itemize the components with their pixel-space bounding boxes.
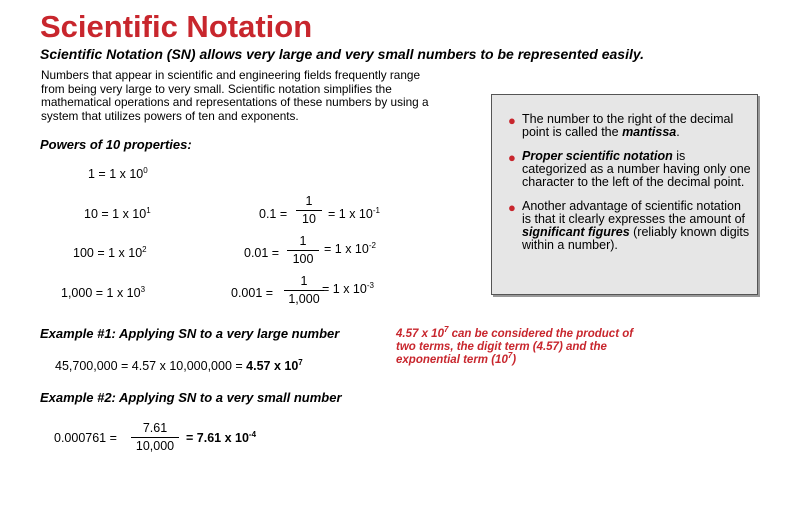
fraction-denominator: 10,000 (135, 439, 175, 453)
fraction-rhs: = 1 x $10^{-1}$ (328, 205, 380, 221)
example2-heading: Example #2: Applying SN to a very small number (40, 390, 342, 405)
fraction-bar (284, 290, 324, 291)
example1-equation: 45,700,000 = 4.57 x 10,000,000 = 4.57 x $10^7$ (55, 357, 303, 373)
bullet-icon: ● (508, 113, 516, 128)
fraction-denominator: 10 (302, 212, 316, 226)
fraction (284, 274, 324, 306)
fraction-lhs: 0.01 = (244, 246, 280, 260)
page-subtitle: Scientific Notation (SN) allows very large and very small numbers to be represented easily. (40, 46, 645, 62)
exponential-note: 4.57 x $10^7$ can be considered the product of two terms, the digit term (4.57) and the exponential term $(10^7)$ (396, 325, 634, 366)
power-equation: 100 = 1 x $10^2$ (73, 244, 147, 260)
power-equation: 1,000 = 1 x $10^3$ (61, 284, 146, 300)
fraction-numerator: 1 (300, 274, 308, 288)
example2-lhs: 0.000761 = (54, 431, 117, 445)
fraction-bar (287, 250, 319, 251)
power-equation: 10 = 1 x $10^1$ (84, 205, 151, 221)
power-equation: 1 = 1 x $10^0$ (88, 165, 148, 181)
fraction-numerator: 1 (299, 234, 307, 248)
fraction-numerator: 7.61 (142, 421, 168, 435)
fraction-numerator: 1 (305, 194, 313, 208)
fraction-bar (296, 210, 322, 211)
fraction-rhs: = 1 x $10^{-3}$ (322, 280, 374, 296)
example1-heading: Example #1: Applying SN to a very large number (40, 326, 340, 341)
fraction (296, 194, 322, 226)
bullet-icon: ● (508, 150, 516, 165)
page-title: Scientific Notation (40, 9, 313, 44)
intro-paragraph: Numbers that appear in scientific and engineering fields frequently range from being very large to very small. Scientific notation simplifies the mathematical operations and representations of these numbers by using a system that utilizes powers of ten and exponents. (41, 68, 429, 123)
fraction-lhs: 0.001 = (231, 286, 274, 300)
fraction-rhs: = 1 x $10^{-2}$ (324, 240, 376, 256)
fraction-bar (131, 437, 179, 438)
bullet-icon: ● (508, 200, 516, 215)
fraction-denominator: 1,000 (288, 292, 320, 306)
info-item: ● The number to the right of the decimal point is called the mantissa. (508, 112, 734, 139)
info-box (491, 94, 758, 295)
example2-result: = 7.61 x $10^{-4}$ (186, 429, 257, 445)
info-item: ● Another advantage of scientific notation is that it clearly expresses the amount of significant figures (reliably known digits within a number). (508, 199, 750, 252)
powers-heading: Powers of 10 properties: (40, 137, 192, 152)
fraction-lhs: 0.1 = (259, 207, 288, 221)
info-item: ● Proper scientific notation is categorized as a number having only one character to the left of the decimal point. (508, 149, 751, 189)
fraction-denominator: 100 (292, 252, 314, 266)
fraction (131, 421, 179, 453)
example1-result: 4.57 x $10^7$ (246, 357, 303, 373)
fraction (287, 234, 319, 266)
info-list (506, 113, 751, 263)
